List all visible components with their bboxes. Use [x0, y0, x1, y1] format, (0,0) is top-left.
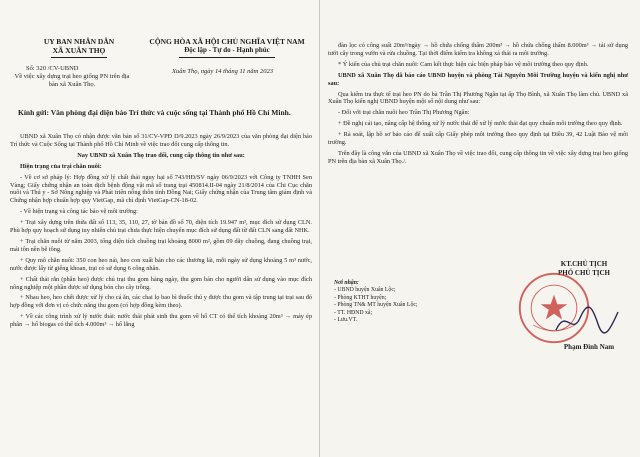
- recipient-item: - Lưu.VT.: [334, 317, 484, 324]
- document-number: Số: 320 /CV-UBND: [26, 65, 79, 72]
- right-paragraph: * Ý kiến của chủ trại chăn nuôi: Cam kết thực hiện các biện pháp bảo vệ môi trường theo quy định.: [338, 60, 589, 68]
- recipient-item: - TT. HĐND xã;: [334, 310, 484, 317]
- page-right: [320, 0, 640, 457]
- left-paragraph: + Về các công trình xử lý nước thải: nước thải phát sinh thu gom về hố CT có thể tích khoảng 20m³ → máy ép phân → hố biogas có thể tích 4.000m³ → hố lắng: [10, 313, 312, 329]
- document-subject: Về việc xây dựng trại heo giống PN trên địa bàn xã Xuân Thọ.: [14, 73, 130, 88]
- right-paragraph: + Rà soát, lập hồ sơ báo cáo để xuất cấp Giấy phép môi trường theo quy định tại Điều 39, 42 Luật Bảo vệ môi trường.: [328, 131, 628, 147]
- right-paragraph: Trên đây là công văn của UBND xã Xuân Thọ về việc trao đổi, cung cấp thông tin về việc xây dựng trại heo giống PN trên địa bàn xã Xuân Thọ./.: [328, 149, 628, 165]
- right-paragraph: - Đối với trại chăn nuôi heo Trần Thị Phương Ngân:: [338, 109, 470, 117]
- recipients-list: [334, 287, 484, 324]
- recipients-block: [334, 280, 484, 324]
- recipient-line: Kính gửi: Văn phòng đại diện báo Trí thức và cuộc sống tại Thành phố Hồ Chí Minh.: [18, 108, 291, 117]
- left-paragraph: + Nhau heo, heo chết được xử lý cho cá ăn, các chai lọ bao bì thuốc thú y được thu gom và tập trung tại trại sau đó hợp đồng với đơn vị có chức năng thu gom (có hợp đồng kèm theo).: [10, 294, 312, 310]
- nation-motto: Độc lập - Tự do - Hạnh phúc: [184, 46, 270, 54]
- motto-underline: [179, 57, 275, 58]
- handwritten-signature: [552, 300, 622, 340]
- right-paragraph: UBND xã Xuân Thọ đã báo cáo UBND huyện và phòng Tài Nguyên Môi Trường huyện và kiến nghị như sau:: [328, 71, 628, 87]
- left-paragraph: + Quy mô chăn nuôi: 350 con heo nái, heo con xuất bán cho các thương lái, mỗi ngày sử dụng khoảng 5 m³ nước, nước được lấy từ giếng khoan, trại có sử dụng 6 công nhân.: [10, 256, 312, 272]
- left-paragraph: Nay UBND xã Xuân Thọ trao đổi, cung cấp thông tin như sau:: [77, 151, 245, 159]
- right-paragraph: + Đề nghị cải tạo, nâng cấp hệ thống xử lý nước thải để xử lý nước thải đạt quy chuẩn môi trường theo quy định.: [338, 120, 623, 128]
- left-paragraph: + Trại xây dựng trên thửa đất số 113, 35, 110, 27, tờ bản đồ số 70, diện tích 19.947 m², mục đích sử dụng CLN. Phù hợp quy hoạch sử dụng tuy nhiên chủ trại chưa thực hiện chuyển mục đích sử dụng đất từ đất CLN sang đất NHK.: [10, 219, 312, 235]
- left-paragraph: Hiện trạng của trại chăn nuôi:: [20, 162, 102, 170]
- nation-line1: CỘNG HÒA XÃ HỘI CHỦ NGHĨA VIỆT NAM: [149, 37, 305, 46]
- recipient-item: - UBND huyện Xuân Lộc;: [334, 287, 484, 294]
- agency-underline: [51, 57, 107, 58]
- national-header: [148, 37, 306, 58]
- signer-name: Phạm Đình Nam: [563, 343, 615, 351]
- left-paragraph: UBND xã Xuân Thọ có nhận được văn bản số 31/CV-VPĐ D/9.2023 ngày 26/9/2023 của văn phòng đại diện báo Trí thức và Cuộc Sống tại Thành phố Hồ Chí Minh về việc trao đổi cung cấp thông tin.: [10, 133, 312, 148]
- agency-line2: XÃ XUÂN THỌ: [52, 46, 106, 55]
- left-paragraph: - Về cơ sở pháp lý: Hợp đồng xử lý chất thải nguy hại số 743/HĐ/SV ngày 06/9/2023 với Công ty TNHH Sen Vàng; Giấy chứng nhận an toàn dịch bệnh động vật mã số trang trại 450814.II-04 ngày 21/8/2014 của Chi Cục chăn nuôi và Thú y - Sở Nông nghiệp và Phát triển nông thôn tỉnh Đồng Nai; Giấy chứng nhận của Trung tâm giám định và Chứng nhận hợp chuẩn hợp quy VietGap, mã chỉ định VietGap-CN-18-02.: [10, 173, 312, 205]
- left-paragraph: - Về hiện trạng và công tác bảo vệ môi trường:: [20, 208, 138, 216]
- recipient-item: - Phòng KTHT huyện;: [334, 295, 484, 302]
- left-paragraph: + Chất thải rắn (phân heo) được chủ trại thu gom hàng ngày, thu gom bán cho người dân sử dụng vào mục đích nông nghiệp một phần được sử dụng bón cho cây trồng.: [10, 275, 312, 291]
- right-paragraph: đàn lọc có công suất 20m³/ngày → hồ chứa chống thấm 200m³ → hồ chứa chống thấm 8.000m³ → tái sử dụng tưới cây trong vườn và rửa chuồng. Tại thời điểm kiểm tra không xả thải ra môi trường.: [328, 42, 628, 57]
- right-paragraph: Qua kiểm tra thực tế trại heo PN do bà Trần Thị Phương Ngân tại ấp Thọ Bình, xã Xuân Thọ làm chủ. UBND xã Xuân Thọ kiến nghị UBND huyện một số nội dung như sau:: [328, 90, 628, 106]
- agency-line1: UY BAN NHÂN DÂN: [43, 37, 115, 46]
- left-paragraph: + Trại chăn nuôi từ năm 2003, tổng diện tích chuồng trại khoảng 8000 m², gồm 09 dãy chuồng, đang chuồng trại, mái tôn nền bê tông.: [10, 237, 312, 253]
- left-body: [10, 133, 312, 332]
- signature-line2: PHÓ CHỦ TỊCH: [558, 269, 610, 277]
- date-line: Xuân Thọ, ngày 14 tháng 11 năm 2023: [172, 68, 273, 75]
- recipients-label: Nơi nhận:: [334, 280, 359, 286]
- right-body: [328, 42, 628, 169]
- signature-line1: KT.CHỦ TỊCH: [560, 260, 608, 268]
- recipient-item: - Phòng TN& MT huyện Xuân Lộc;: [334, 302, 484, 309]
- issuing-agency: [18, 37, 140, 58]
